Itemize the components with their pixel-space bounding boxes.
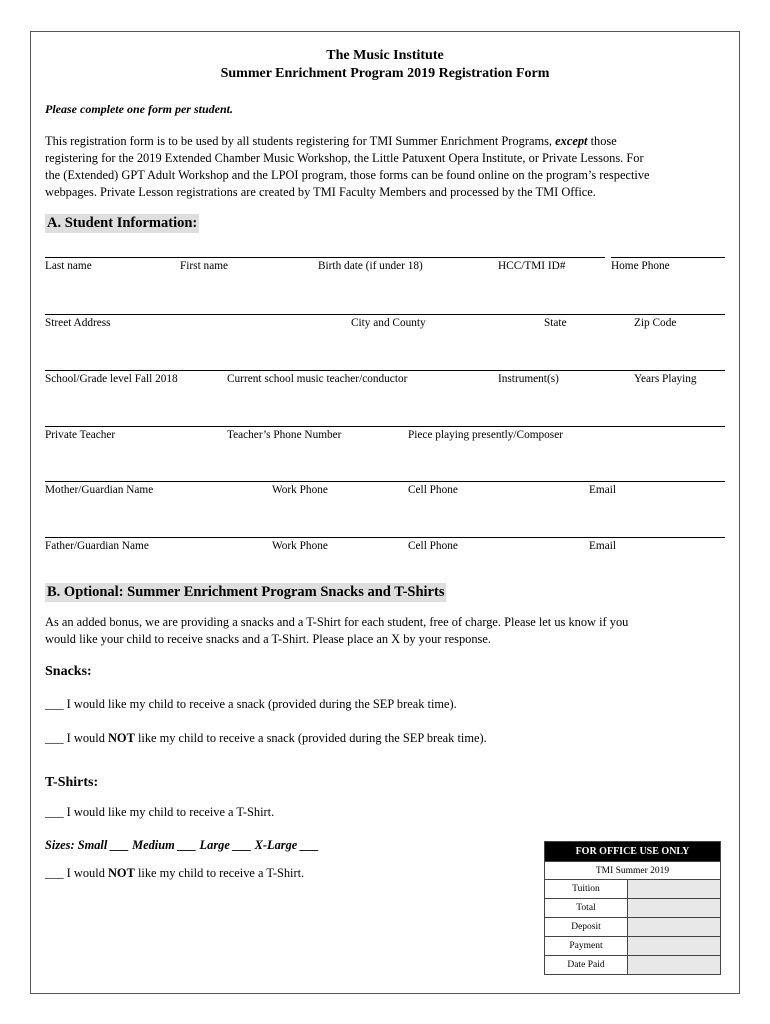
label-father: Father/Guardian Name bbox=[45, 540, 149, 552]
form-title: Summer Enrichment Program 2019 Registration Form bbox=[220, 66, 550, 81]
office-label-payment: Payment bbox=[545, 937, 628, 956]
label-father-cell: Cell Phone bbox=[408, 540, 458, 552]
office-field-tuition[interactable] bbox=[628, 880, 721, 899]
snack-no-pre: ___ I would bbox=[45, 731, 108, 745]
office-field-deposit[interactable] bbox=[628, 918, 721, 937]
shirt-no-option[interactable] bbox=[45, 866, 304, 881]
intro-text-4: the (Extended) GPT Adult Workshop and the LPOI program, those forms can be found online on the program’s respective bbox=[45, 168, 650, 182]
intro-text-2: those bbox=[587, 134, 617, 148]
intro-text-3: registering for the 2019 Extended Chamber Music Workshop, the Little Patuxent Opera Institute, or Private Lessons. For bbox=[45, 151, 644, 165]
shirt-no-post: like my child to receive a T-Shirt. bbox=[134, 866, 305, 880]
label-birth-date: Birth date (if under 18) bbox=[318, 260, 423, 272]
label-first-name: First name bbox=[180, 260, 229, 272]
label-last-name: Last name bbox=[45, 260, 92, 272]
label-private-teacher: Private Teacher bbox=[45, 429, 116, 441]
row2-line[interactable] bbox=[45, 314, 725, 315]
intro-paragraph bbox=[45, 133, 730, 201]
snacks-heading: Snacks: bbox=[45, 664, 92, 679]
office-label-tuition: Tuition bbox=[545, 880, 628, 899]
label-father-email: Email bbox=[589, 540, 616, 552]
label-school: School/Grade level Fall 2018 bbox=[45, 373, 178, 385]
label-mother-email: Email bbox=[589, 484, 616, 496]
row1-line-a[interactable] bbox=[45, 257, 605, 258]
snack-no-post: like my child to receive a snack (provided during the SEP break time). bbox=[134, 731, 487, 745]
snack-no-option[interactable] bbox=[45, 731, 487, 746]
office-label-date-paid: Date Paid bbox=[545, 956, 628, 975]
shirt-sizes[interactable]: Sizes: Small ___ Medium ___ Large ___ X-Large ___ bbox=[45, 838, 319, 852]
row5-line[interactable] bbox=[45, 481, 725, 482]
label-years: Years Playing bbox=[634, 373, 697, 385]
shirt-no-pre: ___ I would bbox=[45, 866, 108, 880]
section-a-heading: A. Student Information: bbox=[47, 215, 198, 231]
label-zip: Zip Code bbox=[634, 317, 677, 329]
section-b-desc bbox=[45, 614, 730, 648]
label-mother-cell: Cell Phone bbox=[408, 484, 458, 496]
section-b-desc-2: would like your child to receive snacks and a T-Shirt. Please place an X by your response. bbox=[45, 632, 491, 646]
office-subheading: TMI Summer 2019 bbox=[545, 862, 721, 880]
office-field-total[interactable] bbox=[628, 899, 721, 918]
label-mother-work: Work Phone bbox=[272, 484, 328, 496]
row6-line[interactable] bbox=[45, 537, 725, 538]
office-label-deposit: Deposit bbox=[545, 918, 628, 937]
label-teacher-phone: Teacher’s Phone Number bbox=[227, 429, 342, 441]
office-field-payment[interactable] bbox=[628, 937, 721, 956]
instruction: Please complete one form per student. bbox=[45, 102, 233, 116]
org-title: The Music Institute bbox=[326, 48, 444, 63]
label-piece: Piece playing presently/Composer bbox=[408, 429, 563, 441]
office-heading: FOR OFFICE USE ONLY bbox=[545, 842, 721, 862]
section-b-heading: B. Optional: Summer Enrichment Program Snacks and T-Shirts bbox=[47, 584, 445, 600]
tshirts-heading: T-Shirts: bbox=[45, 775, 99, 790]
office-field-date-paid[interactable] bbox=[628, 956, 721, 975]
label-mother: Mother/Guardian Name bbox=[45, 484, 154, 496]
label-home-phone: Home Phone bbox=[611, 260, 670, 272]
label-state: State bbox=[544, 317, 567, 329]
except-word: except bbox=[555, 134, 588, 148]
row3-line[interactable] bbox=[45, 370, 725, 371]
label-father-work: Work Phone bbox=[272, 540, 328, 552]
section-b-desc-1: As an added bonus, we are providing a snacks and a T-Shirt for each student, free of charge. Please let us know if you bbox=[45, 615, 629, 629]
office-label-total: Total bbox=[545, 899, 628, 918]
intro-text-5: webpages. Private Lesson registrations are created by TMI Faculty Members and processed by the TMI Office. bbox=[45, 185, 596, 199]
label-school-teacher: Current school music teacher/conductor bbox=[227, 373, 408, 385]
shirt-not-word: NOT bbox=[107, 866, 135, 880]
snack-not-word: NOT bbox=[107, 731, 135, 745]
intro-text-1: This registration form is to be used by all students registering for TMI Summer Enrichment Programs, bbox=[45, 134, 553, 148]
row4-line[interactable] bbox=[45, 426, 725, 427]
office-use-table bbox=[544, 841, 721, 975]
label-street: Street Address bbox=[45, 317, 111, 329]
shirt-yes-option[interactable]: ___ I would like my child to receive a T-Shirt. bbox=[45, 805, 275, 819]
label-city: City and County bbox=[351, 317, 426, 329]
label-instrument: Instrument(s) bbox=[498, 373, 559, 385]
label-tmi-id: HCC/TMI ID# bbox=[498, 260, 566, 272]
row1-line-b[interactable] bbox=[611, 257, 725, 258]
snack-yes-option[interactable]: ___ I would like my child to receive a snack (provided during the SEP break time). bbox=[45, 697, 457, 711]
